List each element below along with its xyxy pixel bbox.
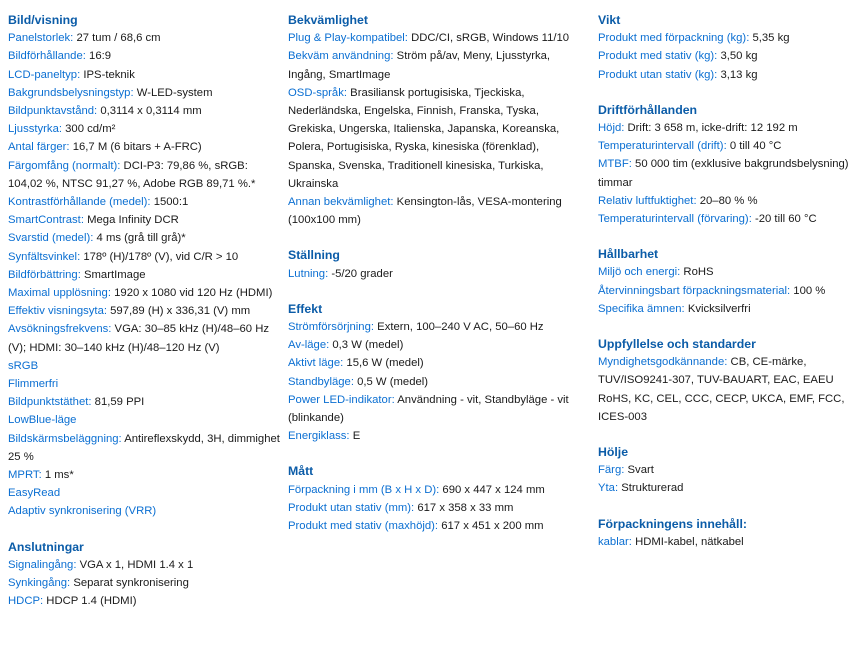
spec-label: LCD-paneltyp: [8, 68, 78, 81]
section-title: Hölje: [598, 445, 629, 460]
spec-label: Avsökningsfrekvens: [8, 323, 109, 336]
spec-row-lcd-paneltyp: LCD-paneltyp: IPS-teknik: [8, 68, 135, 81]
spec-row-bakgrundsbelysningstyp: Bakgrundsbelysningstyp: W-LED-system: [8, 86, 213, 99]
spec-label: MTBF: [598, 158, 629, 171]
section-title: Bekvämlighet: [288, 13, 368, 27]
section-title: Hållbarhet: [598, 247, 659, 262]
spec-row-energiklass: Energiklass: E: [288, 430, 361, 443]
spec-value: Ström på/av, Meny, Ljusstyrka, Ingång, SmartImage: [288, 50, 551, 81]
spec-value: 178º (H)/178º (V), vid C/R > 10: [83, 250, 239, 263]
section-title: Bild/visning: [8, 13, 78, 27]
spec-label: Återvinningsbart förpackningsmaterial: [598, 284, 788, 297]
spec-value: 0,3 W (medel): [332, 339, 404, 352]
spec-column-1: [8, 11, 280, 628]
spec-label: Annan bekvämlighet: [288, 196, 391, 209]
spec-label: Adaptiv synkronisering (VRR): [8, 505, 157, 518]
section-title: Driftförhållanden: [598, 102, 698, 117]
spec-value: 0,5 W (medel): [357, 375, 429, 388]
spec-value: Kvicksilverfri: [687, 302, 751, 315]
spec-value: 0 till 40 °C: [729, 140, 782, 153]
spec-label: LowBlue-läge: [8, 414, 77, 427]
spec-label: Bildpunktavstånd: [8, 105, 95, 118]
spec-row-miljo-och-energi: Miljö och energi: RoHS: [598, 266, 714, 279]
spec-row-produkt-med-stativ-kg: Produkt med stativ (kg): 3,50 kg: [598, 50, 758, 63]
spec-label: Synkingång: [8, 577, 68, 590]
spec-value: DCI-P3: 79,86 %, sRGB: 104,02 %, NTSC 91,27 %, Adobe RGB 89,71 %.*: [8, 159, 256, 190]
spec-label: Maximal upplösning: [8, 287, 108, 300]
spec-value: 100 %: [793, 284, 826, 297]
spec-label: Synfältsvinkel: [8, 250, 78, 263]
spec-label: Produkt med stativ (maxhöjd): [288, 520, 435, 533]
spec-row-svarstid-medel: Svarstid (medel): 4 ms (grå till grå)*: [8, 232, 186, 245]
spec-value: Strukturerad: [621, 482, 684, 495]
spec-value: 1500:1: [153, 196, 189, 209]
spec-row-temperaturintervall-drift: Temperaturintervall (drift): 0 till 40 °C: [598, 140, 782, 153]
spec-row-synfaltsvinkel: Synfältsvinkel: 178º (H)/178º (V), vid C/R > 10: [8, 250, 239, 263]
spec-label: Aktivt läge: [288, 357, 341, 370]
spec-value: VGA x 1, HDMI 1.4 x 1: [79, 558, 194, 571]
spec-value: HDCP 1.4 (HDMI): [46, 595, 137, 608]
spec-row-specifika-amnen: Specifika ämnen: Kvicksilverfri: [598, 302, 751, 315]
spec-label: Lutning: [288, 267, 326, 280]
spec-row-flimmerfri: [8, 375, 280, 393]
spec-row-osd-sprak: OSD-språk: Brasiliansk portugisiska, Tjeckiska, Nederländska, Engelska, Finnish, Franska, Tyska, Grekiska, Ungerska, Italienska, Japanska, Koreanska, Polera, Portugisiska, Ryska, kinesiska (förenklad), Spanska, Svenska, Traditionell kinesiska, Turkiska, Ukrainska: [288, 86, 560, 190]
spec-label: Produkt utan stativ (kg): [598, 68, 715, 81]
spec-row-bildpunktstathet: Bildpunktstäthet: 81,59 PPI: [8, 396, 145, 409]
spec-value: 617 x 358 x 33 mm: [417, 501, 514, 514]
spec-row-srgb: [8, 357, 280, 375]
spec-value: 597,89 (H) x 336,31 (V) mm: [110, 305, 251, 318]
spec-label: EasyRead: [8, 487, 61, 500]
spec-column-2: [288, 11, 582, 552]
spec-row-kablar: kablar: HDMI-kabel, nätkabel: [598, 535, 744, 548]
spec-label: Produkt med förpackning (kg): [598, 32, 747, 45]
spec-value: CB, CE-märke, TUV/ISO9241-307, TUV-BAUART, EAC, EAEU RoHS, KC, CEL, CCC, CECP, UKCA, EMF, FCC, ICES-003: [598, 356, 845, 423]
spec-row-avsokningsfrekvens: Avsökningsfrekvens: VGA: 30–85 kHz (H)/48–60 Hz (V); HDMI: 30–140 kHz (H)/48–120 Hz (V): [8, 323, 270, 354]
section-anslutningar: [8, 538, 280, 611]
spec-row-aktivt-lage: Aktivt läge: 15,6 W (medel): [288, 357, 424, 370]
spec-row-hdcp: HDCP: HDCP 1.4 (HDMI): [8, 595, 137, 608]
spec-value: Mega Infinity DCR: [87, 214, 179, 227]
spec-row-synkingang: Synkingång: Separat synkronisering: [8, 577, 189, 590]
spec-label: Ljusstyrka: [8, 123, 59, 136]
spec-value: Separat synkronisering: [73, 577, 189, 590]
spec-row-av-lage: Av-läge: 0,3 W (medel): [288, 339, 404, 352]
spec-label: Färg: [598, 464, 622, 477]
spec-row-relativ-luftfuktighet: Relativ luftfuktighet: 20–80 % %: [598, 194, 758, 207]
spec-label: Färgomfång (normalt): [8, 159, 118, 172]
spec-row-smartcontrast: SmartContrast: Mega Infinity DCR: [8, 214, 179, 227]
spec-row-panelstorlek: Panelstorlek: 27 tum / 68,6 cm: [8, 32, 161, 45]
spec-label: Signalingång: [8, 558, 74, 571]
section-title: Ställning: [288, 248, 340, 263]
spec-value: 3,13 kg: [720, 68, 758, 81]
spec-label: Kontrastförhållande (medel): [8, 196, 148, 209]
spec-row-lutning: Lutning: -5/20 grader: [288, 267, 393, 280]
spec-row-mtbf: MTBF: 50 000 tim (exklusive bakgrundsbelysning) timmar: [598, 158, 849, 189]
spec-value: DDC/CI, sRGB, Windows 11/10: [411, 32, 570, 45]
spec-row-myndighetsgodkannande: Myndighetsgodkännande: CB, CE-märke, TUV/ISO9241-307, TUV-BAUART, EAC, EAEU RoHS, KC, CEL, CCC, CECP, UKCA, EMF, FCC, ICES-003: [598, 356, 845, 423]
spec-value: -5/20 grader: [331, 267, 393, 280]
spec-label: Specifika ämnen: [598, 302, 682, 315]
spec-value: IPS-teknik: [83, 68, 135, 81]
spec-label: Produkt utan stativ (mm): [288, 501, 412, 514]
spec-row-atervinningsbart-forpackningsmaterial: Återvinningsbart förpackningsmaterial: 100 %: [598, 284, 826, 297]
spec-label: Bildförhållande: [8, 50, 83, 63]
section-driftforhallanden: [598, 101, 866, 228]
spec-row-easyread: [8, 484, 280, 502]
spec-label: Strömförsörjning: [288, 321, 371, 334]
spec-column-3: [598, 11, 866, 568]
spec-row-lowblue-lage: [8, 411, 280, 429]
spec-label: Bekväm användning: [288, 50, 391, 63]
spec-label: Bildpunktstäthet: [8, 396, 89, 409]
spec-row-temperaturintervall-forvaring: Temperaturintervall (förvaring): -20 till 60 °C: [598, 213, 817, 226]
spec-value: 15,6 W (medel): [346, 357, 424, 370]
spec-row-standbylage: Standbyläge: 0,5 W (medel): [288, 375, 429, 388]
spec-row-bildskarmsbelaggning: Bildskärmsbeläggning: Antireflexskydd, 3H, dimmighet 25 %: [8, 432, 280, 463]
spec-row-forpackning-i-mm-b-x-h-x-d: Förpackning i mm (B x H x D): 690 x 447 x 124 mm: [288, 483, 545, 496]
spec-label: Produkt med stativ (kg): [598, 50, 715, 63]
section-uppfyllelse-och-standarder: [598, 335, 866, 426]
spec-row-bekvam-anvandning: Bekväm användning: Ström på/av, Meny, Ljusstyrka, Ingång, SmartImage: [288, 50, 551, 81]
spec-value: -20 till 60 °C: [754, 213, 817, 226]
spec-row-power-led-indikator: Power LED-indikator: Användning - vit, Standbyläge - vit (blinkande): [288, 393, 569, 425]
spec-value: 16,7 M (6 bitars + A-FRC): [72, 141, 202, 154]
spec-row-mprt: MPRT: 1 ms*: [8, 469, 74, 482]
spec-value: 16:9: [89, 50, 112, 63]
spec-value: E: [352, 430, 361, 443]
section-title: Förpackningens innehåll:: [598, 516, 747, 531]
section-title: Uppfyllelse och standarder: [598, 337, 756, 352]
spec-label: Bildskärmsbeläggning: [8, 432, 119, 445]
spec-label: Yta: [598, 482, 615, 495]
spec-label: Effektiv visningsyta: [8, 305, 104, 318]
spec-value: 300 cd/m²: [65, 123, 116, 136]
section-hallbarhet: [598, 245, 866, 318]
spec-value: 20–80 % %: [699, 194, 758, 207]
spec-value: 50 000 tim (exklusive bakgrundsbelysning) timmar: [598, 158, 849, 189]
spec-label: MPRT: [8, 469, 39, 482]
spec-value: RoHS: [683, 266, 714, 279]
spec-row-bildforbattring: Bildförbättring: SmartImage: [8, 268, 146, 281]
section-matt: [288, 462, 582, 535]
spec-row-kontrastforhallande-medel: Kontrastförhållande (medel): 1500:1: [8, 196, 189, 209]
spec-value: 4 ms (grå till grå)*: [96, 232, 186, 245]
spec-label: Energiklass: [288, 430, 347, 443]
section-bekvamlighet: [288, 11, 582, 229]
spec-value: SmartImage: [83, 268, 146, 281]
spec-label: Temperaturintervall (drift): [598, 140, 724, 153]
spec-label: Myndighetsgodkännande: [598, 356, 725, 369]
spec-value: 5,35 kg: [752, 32, 790, 45]
spec-label: Flimmerfri: [8, 378, 59, 391]
spec-value: VGA: 30–85 kHz (H)/48–60 Hz (V); HDMI: 30–140 kHz (H)/48–120 Hz (V): [8, 323, 270, 354]
spec-value: Antireflexskydd, 3H, dimmighet 25 %: [8, 432, 280, 463]
spec-label: Standbyläge: [288, 375, 351, 388]
spec-value: Extern, 100–240 V AC, 50–60 Hz: [377, 321, 544, 334]
spec-value: Drift: 3 658 m, icke-drift: 12 192 m: [627, 122, 798, 135]
spec-row-produkt-med-forpackning-kg: Produkt med förpackning (kg): 5,35 kg: [598, 32, 790, 45]
spec-label: sRGB: [8, 359, 39, 372]
spec-row-bildforhallande: Bildförhållande: 16:9: [8, 50, 112, 63]
spec-label: Av-läge: [288, 339, 327, 352]
spec-row-bildpunktavstand: Bildpunktavstånd: 0,3114 x 0,3114 mm: [8, 105, 202, 118]
section-stallning: [288, 246, 582, 282]
spec-row-yta: Yta: Strukturerad: [598, 482, 684, 495]
spec-label: kablar: [598, 535, 629, 548]
spec-label: Höjd: [598, 122, 622, 135]
section-title: Vikt: [598, 13, 621, 27]
spec-row-signalingang: Signalingång: VGA x 1, HDMI 1.4 x 1: [8, 558, 194, 571]
spec-row-produkt-utan-stativ-kg: Produkt utan stativ (kg): 3,13 kg: [598, 68, 758, 81]
spec-label: Panelstorlek: [8, 32, 71, 45]
spec-row-stromforsorjning: Strömförsörjning: Extern, 100–240 V AC, 50–60 Hz: [288, 321, 544, 334]
spec-value: 1 ms*: [44, 469, 74, 482]
spec-row-effektiv-visningsyta: Effektiv visningsyta: 597,89 (H) x 336,31 (V) mm: [8, 305, 251, 318]
spec-label: Temperaturintervall (förvaring): [598, 213, 749, 226]
spec-value: 617 x 451 x 200 mm: [441, 520, 544, 533]
section-title: Mått: [288, 464, 314, 479]
spec-row-produkt-utan-stativ-mm: Produkt utan stativ (mm): 617 x 358 x 33 mm: [288, 501, 514, 514]
section-title: Effekt: [288, 301, 323, 316]
spec-value: 690 x 447 x 124 mm: [442, 483, 545, 496]
spec-label: Plug & Play-kompatibel: [288, 32, 405, 45]
spec-value: HDMI-kabel, nätkabel: [635, 535, 744, 548]
spec-row-hojd: Höjd: Drift: 3 658 m, icke-drift: 12 192 m: [598, 122, 798, 135]
spec-row-fargomfang-normalt: Färgomfång (normalt): DCI-P3: 79,86 %, sRGB: 104,02 %, NTSC 91,27 %, Adobe RGB 89,71 %.*: [8, 159, 256, 190]
spec-label: Antal färger: [8, 141, 67, 154]
section-effekt: [288, 300, 582, 446]
spec-row-annan-bekvamlighet: Annan bekvämlighet: Kensington-lås, VESA-montering (100x100 mm): [288, 196, 562, 227]
spec-row-plug-play-kompatibel: Plug & Play-kompatibel: DDC/CI, sRGB, Windows 11/10: [288, 32, 570, 45]
spec-value: 81,59 PPI: [94, 396, 145, 409]
section-vikt: [598, 11, 866, 84]
spec-row-ljusstyrka: Ljusstyrka: 300 cd/m²: [8, 123, 116, 136]
spec-value: Kensington-lås, VESA-montering (100x100 mm): [288, 196, 562, 227]
spec-row-adaptiv-synkronisering-vrr: [8, 502, 280, 520]
spec-value: Användning - vit, Standbyläge - vit (blinkande): [288, 393, 569, 425]
spec-label: OSD-språk: [288, 86, 344, 99]
spec-label: Bakgrundsbelysningstyp: [8, 86, 131, 99]
section-holje: [598, 443, 866, 498]
spec-value: Svart: [627, 464, 654, 477]
section-forpackningens-innehall: [598, 515, 866, 551]
spec-value: W-LED-system: [136, 86, 213, 99]
spec-label: Bildförbättring: [8, 268, 78, 281]
spec-label: SmartContrast: [8, 214, 81, 227]
spec-label: Miljö och energi: [598, 266, 678, 279]
spec-value: 1920 x 1080 vid 120 Hz (HDMI): [114, 287, 273, 300]
spec-value: 27 tum / 68,6 cm: [76, 32, 161, 45]
spec-row-farg: Färg: Svart: [598, 464, 654, 477]
spec-label: Relativ luftfuktighet: [598, 194, 694, 207]
spec-row-maximal-upplosning: Maximal upplösning: 1920 x 1080 vid 120 Hz (HDMI): [8, 287, 273, 300]
spec-label: Power LED-indikator: [288, 393, 392, 406]
spec-label: Svarstid (medel): [8, 232, 91, 245]
section-title: Anslutningar: [8, 539, 84, 554]
spec-value: 0,3114 x 0,3114 mm: [100, 105, 202, 118]
section-bild-visning: [8, 11, 280, 521]
spec-row-antal-farger: Antal färger: 16,7 M (6 bitars + A-FRC): [8, 141, 202, 154]
spec-label: HDCP: [8, 595, 41, 608]
spec-label: Förpackning i mm (B x H x D): [288, 483, 437, 496]
spec-row-produkt-med-stativ-maxhojd: Produkt med stativ (maxhöjd): 617 x 451 x 200 mm: [288, 520, 544, 533]
spec-value: 3,50 kg: [720, 50, 758, 63]
spec-value: Brasiliansk portugisiska, Tjeckiska, Nederländska, Engelska, Finnish, Franska, Tyska, Grekiska, Ungerska, Italienska, Japanska, Koreanska, Polera, Portugisiska, Ryska, kinesiska (förenklad), Spanska, Svenska, Traditionell kinesiska, Turkiska, Ukrainska: [288, 86, 560, 190]
